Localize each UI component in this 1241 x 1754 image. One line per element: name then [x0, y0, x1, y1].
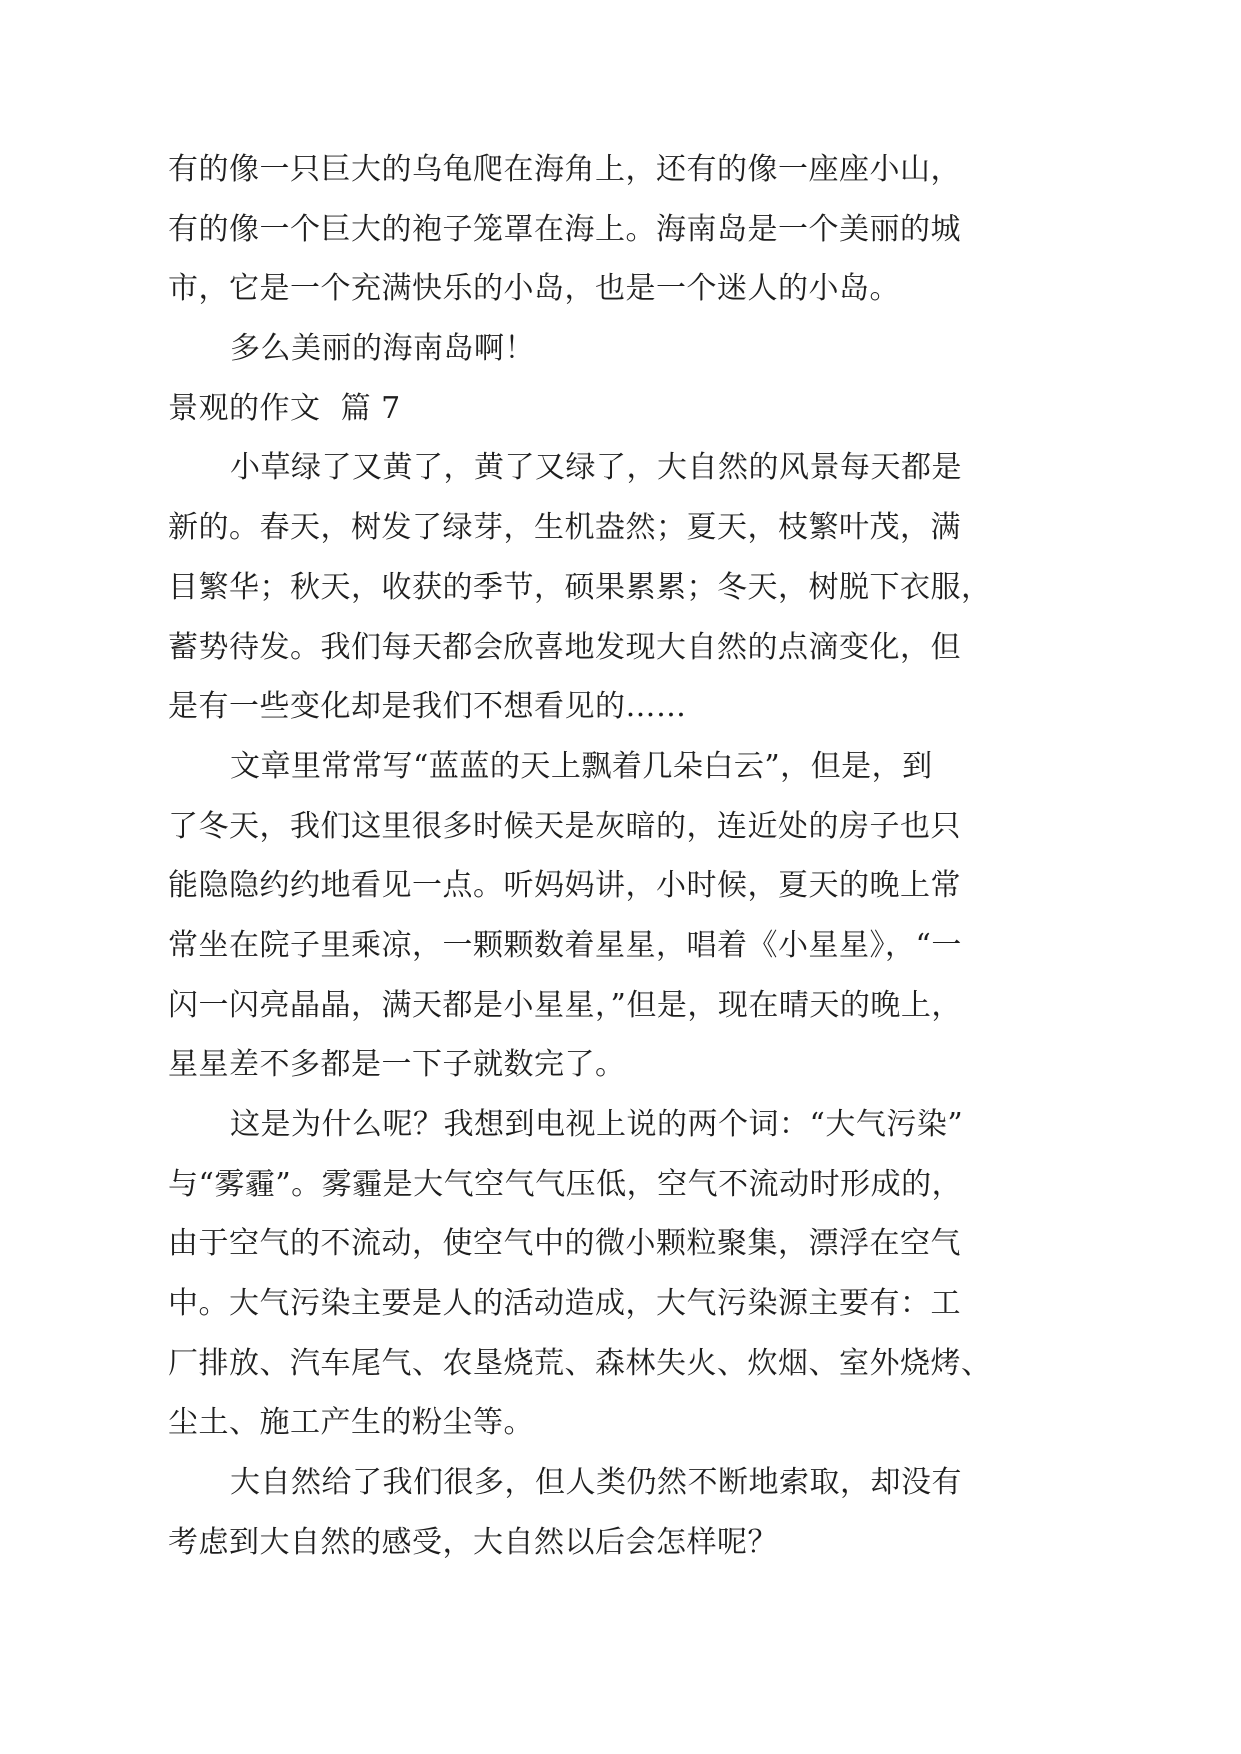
- document-body: [168, 140, 1068, 1573]
- paragraph: [168, 1095, 1068, 1453]
- text-line: 市，它是一个充满快乐的小岛，也是一个迷人的小岛。: [168, 271, 900, 307]
- text-line: 多么美丽的海南岛啊！: [230, 331, 535, 367]
- text-line: 由于空气的不流动，使空气中的微小颗粒聚集，漂浮在空气: [168, 1226, 961, 1262]
- paragraph: [168, 1453, 1068, 1572]
- text-line: 有的像一个巨大的袍子笼罩在海上。海南岛是一个美丽的城: [168, 211, 961, 247]
- text-line: 能隐隐约约地看见一点。听妈妈讲，小时候，夏天的晚上常: [168, 868, 961, 904]
- text-line: 新的。春天，树发了绿芽，生机盎然；夏天，枝繁叶茂，满: [168, 510, 961, 546]
- text-line: 中。大气污染主要是人的活动造成，大气污染源主要有：工: [168, 1286, 961, 1322]
- text-line: 厂排放、汽车尾气、农垦烧荒、森林失火、炊烟、室外烧烤、: [168, 1345, 992, 1381]
- text-line: 有的像一只巨大的乌龟爬在海角上，还有的像一座座小山，: [168, 152, 961, 187]
- text-line: 闪一闪亮晶晶，满天都是小星星，”但是，现在晴天的晚上，: [168, 987, 962, 1023]
- text-line: 这是为什么呢？我想到电视上说的两个词：“大气污染”: [230, 1107, 964, 1142]
- text-line: 目繁华；秋天，收获的季节，硕果累累；冬天，树脱下衣服，: [168, 569, 992, 605]
- text-line: 常坐在院子里乘凉，一颗颗数着星星，唱着《小星星》，“一: [168, 927, 962, 963]
- text-line: 了冬天，我们这里很多时候天是灰暗的，连近处的房子也只: [168, 808, 961, 844]
- text-line: 与“雾霾”。雾霾是大气空气气压低，空气不流动时形成的，: [168, 1166, 963, 1202]
- text-line: 文章里常常写“蓝蓝的天上飘着几朵白云”，但是，到: [230, 748, 933, 784]
- section-heading: 景观的作文 篇 7: [168, 390, 401, 426]
- text-line: 尘土、施工产生的粉尘等。: [168, 1405, 534, 1441]
- text-line: 小草绿了又黄了，黄了又绿了，大自然的风景每天都是: [230, 450, 962, 486]
- paragraph: [168, 438, 1068, 736]
- text-line: 星星差不多都是一下子就数完了。: [168, 1047, 626, 1083]
- text-line: 考虑到大自然的感受，大自然以后会怎样呢？: [168, 1524, 778, 1560]
- text-line: 蓄势待发。我们每天都会欣喜地发现大自然的点滴变化，但: [168, 629, 961, 665]
- paragraph: [168, 319, 1068, 379]
- paragraph: [168, 737, 1068, 1095]
- text-line: 是有一些变化却是我们不想看见的……: [168, 689, 687, 725]
- text-line: 大自然给了我们很多，但人类仍然不断地索取，却没有: [230, 1465, 962, 1501]
- paragraph-continued: [168, 140, 1068, 319]
